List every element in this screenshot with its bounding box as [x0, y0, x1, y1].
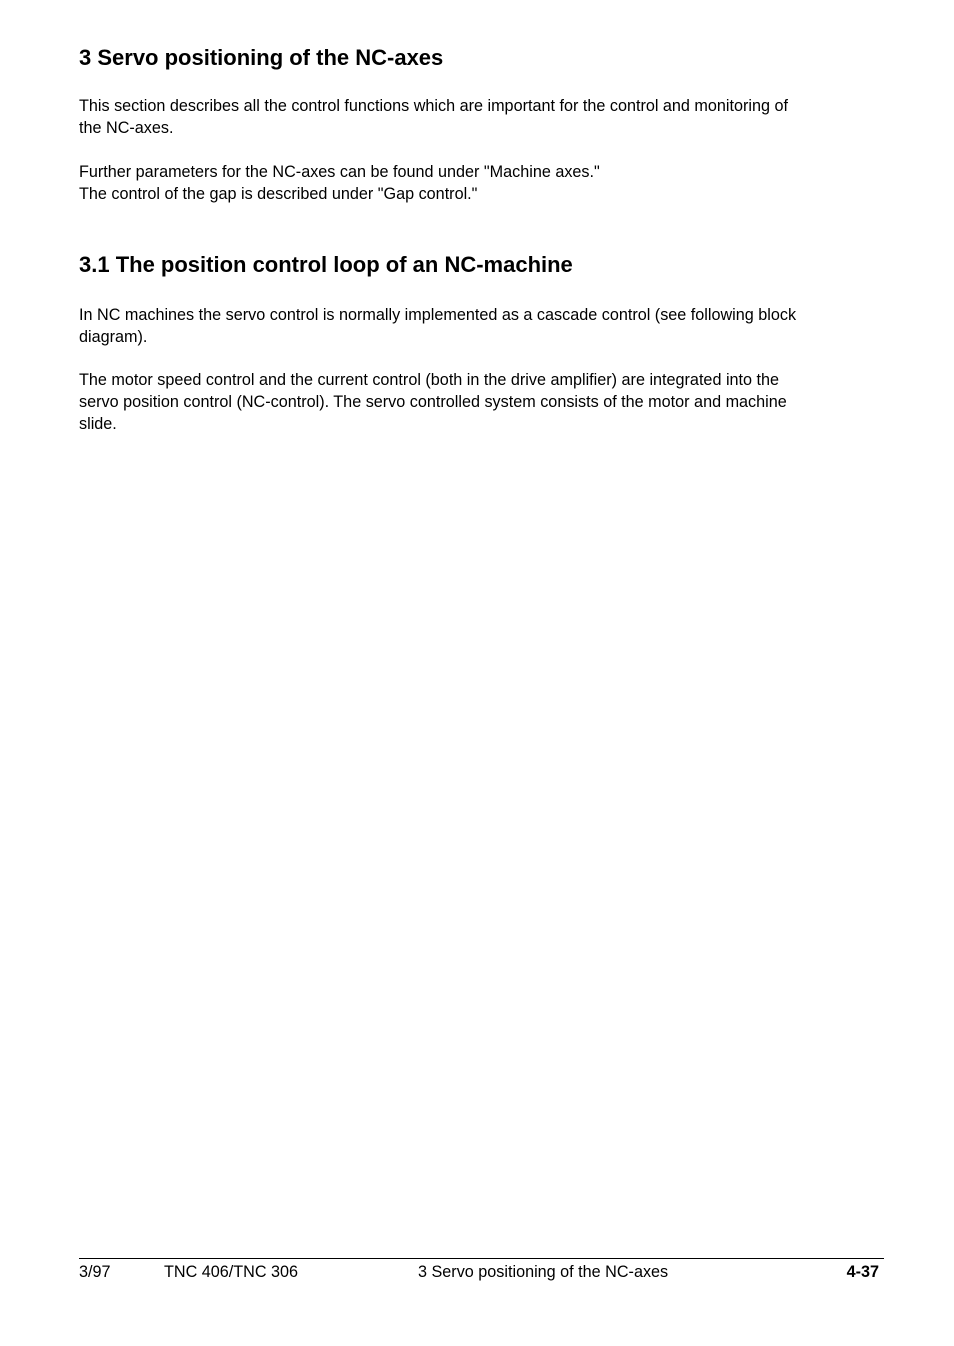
paragraph-line: The motor speed control and the current control (both in the drive amplifier) are integrated into the	[79, 371, 780, 389]
footer-model: TNC 406/TNC 306	[164, 1263, 299, 1281]
paragraph-line: servo position control (NC-control). The servo controlled system consists of the motor and machine	[79, 393, 787, 411]
paragraph-line: In NC machines the servo control is normally implemented as a cascade control (see following block	[79, 306, 797, 324]
subsection-paragraph-1	[79, 304, 889, 348]
footer-divider	[79, 1258, 884, 1259]
section-heading: 3 Servo positioning of the NC-axes	[79, 45, 444, 70]
paragraph-line: diagram).	[79, 328, 148, 346]
paragraph-line: slide.	[79, 415, 117, 433]
paragraph-line: This section describes all the control functions which are important for the control and monitoring of	[79, 97, 789, 115]
section-references-paragraph	[79, 161, 889, 205]
footer-date: 3/97	[79, 1263, 111, 1281]
paragraph-line: The control of the gap is described under "Gap control."	[79, 185, 478, 203]
subsection-paragraph-2	[79, 369, 889, 435]
footer-section-title: 3 Servo positioning of the NC-axes	[418, 1263, 669, 1281]
paragraph-line: the NC-axes.	[79, 119, 174, 137]
paragraph-line: Further parameters for the NC-axes can be found under "Machine axes."	[79, 163, 600, 181]
footer-page-number: 4-37	[846, 1263, 879, 1281]
subsection-heading: 3.1 The position control loop of an NC-machine	[79, 252, 573, 277]
section-intro-paragraph	[79, 95, 889, 139]
